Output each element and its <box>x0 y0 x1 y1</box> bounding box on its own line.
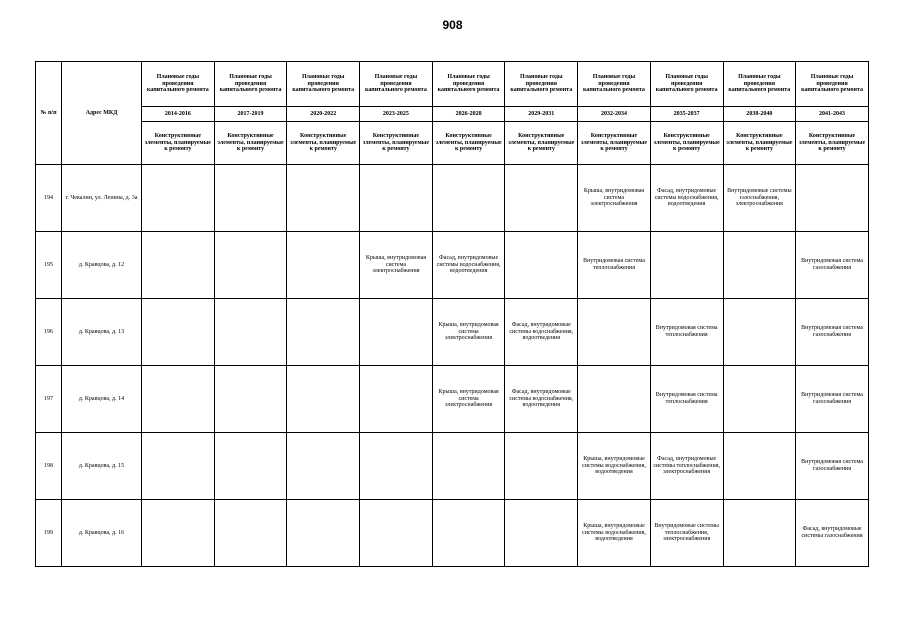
header-elements: Конструктивные элементы, планируемые к ремонту <box>796 122 869 165</box>
row-address: д. Кравцова, д. 14 <box>62 366 142 433</box>
table-cell <box>142 500 215 567</box>
header-year: 2017-2019 <box>214 107 287 122</box>
header-period-title: Плановые годы проведения капитального ремонта <box>650 62 723 107</box>
table-cell <box>142 232 215 299</box>
table-cell: Внутридомовая система газоснабжения <box>796 366 869 433</box>
table-cell: Фасад, внутридомовые системы водоснабжения, водоотведения <box>505 299 578 366</box>
header-year: 2038-2040 <box>723 107 796 122</box>
header-elements: Конструктивные элементы, планируемые к ремонту <box>287 122 360 165</box>
table-cell <box>505 500 578 567</box>
table-cell: Фасад, внутридомовые системы газоснабжения <box>796 500 869 567</box>
header-period-title: Плановые годы проведения капитального ремонта <box>723 62 796 107</box>
table-cell: Внутридомовые системы теплоснабжения, электроснабжения <box>650 500 723 567</box>
table-cell: Фасад, внутридомовые системы теплоснабжения, электроснабжения <box>650 433 723 500</box>
table-cell <box>287 366 360 433</box>
row-number: 197 <box>36 366 62 433</box>
table-cell <box>214 232 287 299</box>
table-row <box>36 433 869 500</box>
header-period-title: Плановые годы проведения капитального ремонта <box>142 62 215 107</box>
header-year: 2026-2028 <box>432 107 505 122</box>
table-cell <box>578 299 651 366</box>
header-period-title: Плановые годы проведения капитального ремонта <box>432 62 505 107</box>
row-address: д. Кравцова, д. 13 <box>62 299 142 366</box>
header-elements: Конструктивные элементы, планируемые к ремонту <box>142 122 215 165</box>
table-cell <box>287 232 360 299</box>
header-year: 2041-2043 <box>796 107 869 122</box>
row-number: 199 <box>36 500 62 567</box>
header-period-title: Плановые годы проведения капитального ремонта <box>505 62 578 107</box>
table-cell <box>723 500 796 567</box>
header-elements: Конструктивные элементы, планируемые к ремонту <box>723 122 796 165</box>
header-num: № п/п <box>36 62 62 165</box>
table-cell <box>650 232 723 299</box>
page-number: 908 <box>442 18 463 32</box>
table-cell <box>287 299 360 366</box>
table-cell <box>723 366 796 433</box>
table-cell <box>578 366 651 433</box>
header-row-elements <box>36 122 869 165</box>
header-address: Адрес МКД <box>62 62 142 165</box>
table-cell <box>142 366 215 433</box>
table-cell <box>723 433 796 500</box>
header-elements: Конструктивные элементы, планируемые к ремонту <box>650 122 723 165</box>
row-address: д. Кравцова, д. 16 <box>62 500 142 567</box>
table-cell <box>287 433 360 500</box>
table-cell: Внутридомовая система теплоснабжения <box>650 299 723 366</box>
header-period-title: Плановые годы проведения капитального ремонта <box>360 62 433 107</box>
table-cell <box>360 299 433 366</box>
table-cell <box>214 433 287 500</box>
header-elements: Конструктивные элементы, планируемые к ремонту <box>578 122 651 165</box>
header-year: 2023-2025 <box>360 107 433 122</box>
table-cell: Внутридомовая система газоснабжения <box>796 433 869 500</box>
row-number: 194 <box>36 165 62 232</box>
table-cell: Крыша, внутридомовая система электроснабжения <box>432 299 505 366</box>
table-cell <box>432 433 505 500</box>
table-cell: Крыша, внутридомовая система электроснабжения <box>578 165 651 232</box>
header-row-titles <box>36 62 869 107</box>
table-cell: Фасад, внутридомовые системы водоснабжения, водоотведения <box>505 366 578 433</box>
row-number: 196 <box>36 299 62 366</box>
table-cell <box>723 232 796 299</box>
table-cell: Внутридомовая система теплоснабжения <box>578 232 651 299</box>
table-cell: Внутридомовые системы газоснабжения, электроснабжения <box>723 165 796 232</box>
table-cell: Крыша, внутридомовая система электроснабжения <box>432 366 505 433</box>
table-cell <box>142 165 215 232</box>
row-number: 198 <box>36 433 62 500</box>
table-cell <box>360 500 433 567</box>
header-period-title: Плановые годы проведения капитального ремонта <box>287 62 360 107</box>
table-cell: Внутридомовая система теплоснабжения <box>650 366 723 433</box>
header-elements: Конструктивные элементы, планируемые к ремонту <box>360 122 433 165</box>
table-cell: Крыша, внутридомовые системы водоснабжения, водоотведения <box>578 500 651 567</box>
table-cell <box>287 165 360 232</box>
table-cell <box>214 366 287 433</box>
table-cell <box>360 165 433 232</box>
header-row-years <box>36 107 869 122</box>
table-row <box>36 500 869 567</box>
row-address: д. Кравцова, д. 12 <box>62 232 142 299</box>
table-row <box>36 232 869 299</box>
header-year: 2032-2034 <box>578 107 651 122</box>
table-cell: Внутридомовая система газоснабжения <box>796 232 869 299</box>
table-row <box>36 165 869 232</box>
header-period-title: Плановые годы проведения капитального ремонта <box>578 62 651 107</box>
table-cell <box>214 299 287 366</box>
table-cell <box>723 299 796 366</box>
header-period-title: Плановые годы проведения капитального ремонта <box>214 62 287 107</box>
header-elements: Конструктивные элементы, планируемые к ремонту <box>214 122 287 165</box>
table-cell <box>432 165 505 232</box>
table-row <box>36 299 869 366</box>
table-cell: Крыша, внутридомовая система электроснабжения <box>360 232 433 299</box>
row-number: 195 <box>36 232 62 299</box>
table-row <box>36 366 869 433</box>
table-cell <box>214 165 287 232</box>
table-cell <box>360 366 433 433</box>
table-cell <box>505 433 578 500</box>
table-cell <box>287 500 360 567</box>
table-cell <box>360 433 433 500</box>
repair-schedule-table <box>35 61 869 567</box>
header-year: 2020-2022 <box>287 107 360 122</box>
table-cell: Фасад, внутридомовые системы водоснабжения, водоотведения <box>432 232 505 299</box>
table-cell <box>142 433 215 500</box>
header-elements: Конструктивные элементы, планируемые к ремонту <box>432 122 505 165</box>
table-cell: Внутридомовая система газоснабжения <box>796 299 869 366</box>
header-elements: Конструктивные элементы, планируемые к ремонту <box>505 122 578 165</box>
table-cell <box>505 165 578 232</box>
header-year: 2014-2016 <box>142 107 215 122</box>
table-cell: Фасад, внутридомовые системы водоснабжения, водоотведения <box>650 165 723 232</box>
row-address: д. Кравцова, д. 15 <box>62 433 142 500</box>
header-period-title: Плановые годы проведения капитального ремонта <box>796 62 869 107</box>
table-cell <box>796 165 869 232</box>
row-address: г. Чекалин, ул. Ленина, д. 3а <box>62 165 142 232</box>
table-cell <box>142 299 215 366</box>
table-cell <box>432 500 505 567</box>
table-cell <box>214 500 287 567</box>
table-cell: Крыша, внутридомовые системы водоснабжения, водоотведения <box>578 433 651 500</box>
table-cell <box>505 232 578 299</box>
header-year: 2029-2031 <box>505 107 578 122</box>
header-year: 2035-2037 <box>650 107 723 122</box>
